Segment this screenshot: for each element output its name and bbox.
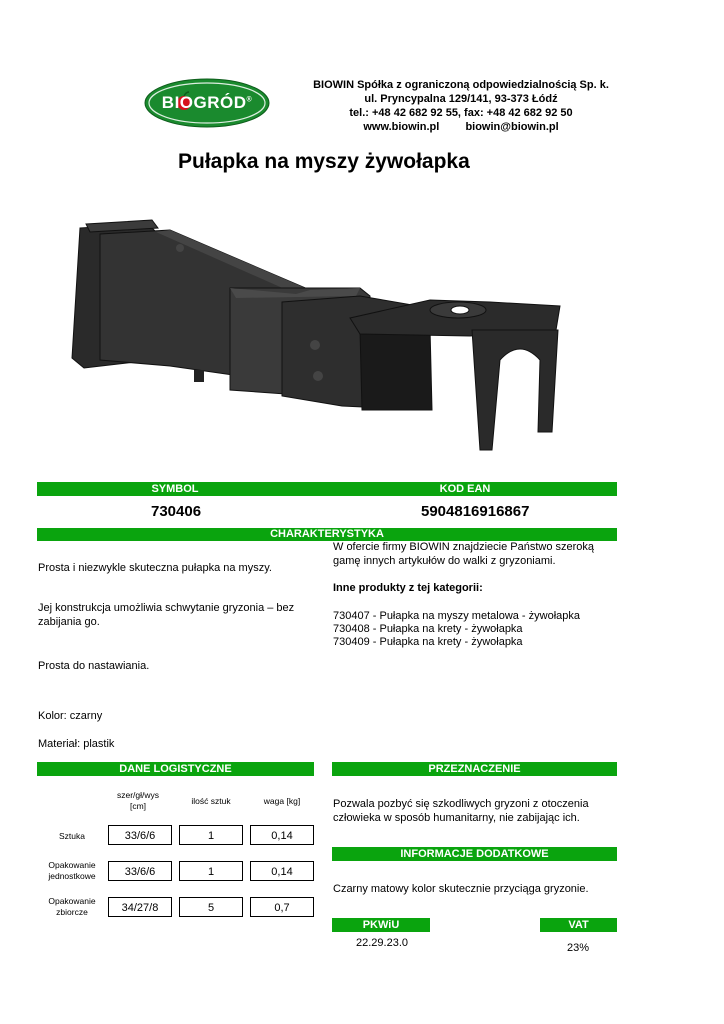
company-phone: tel.: +48 42 682 92 55, fax: +48 42 682 92 50 bbox=[349, 107, 573, 119]
other-products-heading: Inne produkty z tej kategorii: bbox=[333, 582, 483, 594]
ean-label: KOD EAN bbox=[313, 482, 617, 496]
company-address: ul. Pryncypalna 129/141, 93-373 Łódź bbox=[364, 93, 558, 105]
row-qty: 5 bbox=[179, 897, 243, 917]
additional-info-text: Czarny matowy kolor skutecznie przyciąga gryzonie. bbox=[333, 883, 589, 895]
purpose-text: Pozwala pozbyć się szkodliwych gryzoni z otoczenia człowieka w sposób humanitarny, nie zabijając ich. bbox=[333, 798, 589, 824]
char-line-3: Prosta do nastawiania. bbox=[38, 660, 150, 672]
row-weight: 0,14 bbox=[250, 861, 314, 881]
other-product-item[interactable]: 730408 - Pułapka na krety - żywołapka bbox=[333, 623, 523, 635]
row-weight: 0,7 bbox=[250, 897, 314, 917]
row-qty: 1 bbox=[179, 861, 243, 881]
mouse-trap-image bbox=[60, 210, 570, 470]
logo-text: BIOGRÓD® bbox=[161, 93, 253, 112]
char-line-material: Materiał: plastik bbox=[38, 738, 115, 750]
pkwiu-label: PKWiU bbox=[332, 918, 430, 932]
additional-info-label: INFORMACJE DODATKOWE bbox=[332, 847, 617, 861]
char-offer-text: W ofercie firmy BIOWIN znajdziecie Państwo szeroką gamę innych artykułów do walki z gryzoniami. bbox=[333, 541, 595, 567]
other-product-item[interactable]: 730407 - Pułapka na myszy metalowa - żywołapka bbox=[333, 610, 581, 622]
company-web bbox=[296, 120, 626, 134]
company-name: BIOWIN Spółka z ograniczoną odpowiedzialnością Sp. k. bbox=[313, 79, 609, 91]
other-product-item[interactable]: 730409 - Pułapka na krety - żywołapka bbox=[333, 636, 523, 648]
symbol-value: 730406 bbox=[151, 503, 202, 520]
row-name: Sztuka bbox=[59, 831, 85, 841]
row-dims: 33/6/6 bbox=[108, 825, 172, 845]
row-name: Opakowanie jednostkowe bbox=[48, 860, 96, 881]
purpose-label: PRZEZNACZENIE bbox=[332, 762, 617, 776]
row-weight: 0,14 bbox=[250, 825, 314, 845]
logistics-label: DANE LOGISTYCZNE bbox=[37, 762, 314, 776]
col-header-dims: szer/gł/wys [cm] bbox=[116, 790, 160, 811]
email-link[interactable]: biowin@biowin.pl bbox=[465, 121, 559, 133]
page-title: Pułapka na myszy żywołapka bbox=[178, 150, 470, 173]
char-line-color: Kolor: czarny bbox=[38, 710, 103, 722]
vat-value: 23% bbox=[567, 942, 590, 954]
char-line-2: Jej konstrukcja umożliwia schwytanie gryzonia – bez zabijania go. bbox=[38, 602, 295, 628]
char-line-1: Prosta i niezwykle skuteczna pułapka na myszy. bbox=[38, 562, 272, 574]
characteristics-label: CHARAKTERYSTYKA bbox=[37, 528, 617, 541]
company-logo bbox=[143, 77, 271, 129]
row-dims: 33/6/6 bbox=[108, 861, 172, 881]
symbol-label: SYMBOL bbox=[37, 482, 313, 496]
col-header-qty: ilość sztuk bbox=[191, 796, 231, 806]
vat-label: VAT bbox=[540, 918, 617, 932]
row-name: Opakowanie zbiorcze bbox=[48, 896, 96, 917]
col-header-weight: waga [kg] bbox=[263, 796, 301, 806]
row-dims: 34/27/8 bbox=[108, 897, 172, 917]
row-qty: 1 bbox=[179, 825, 243, 845]
ean-value: 5904816916867 bbox=[421, 503, 530, 520]
website-link[interactable]: www.biowin.pl bbox=[363, 121, 440, 133]
company-info bbox=[296, 78, 626, 134]
pkwiu-value: 22.29.23.0 bbox=[356, 937, 408, 949]
